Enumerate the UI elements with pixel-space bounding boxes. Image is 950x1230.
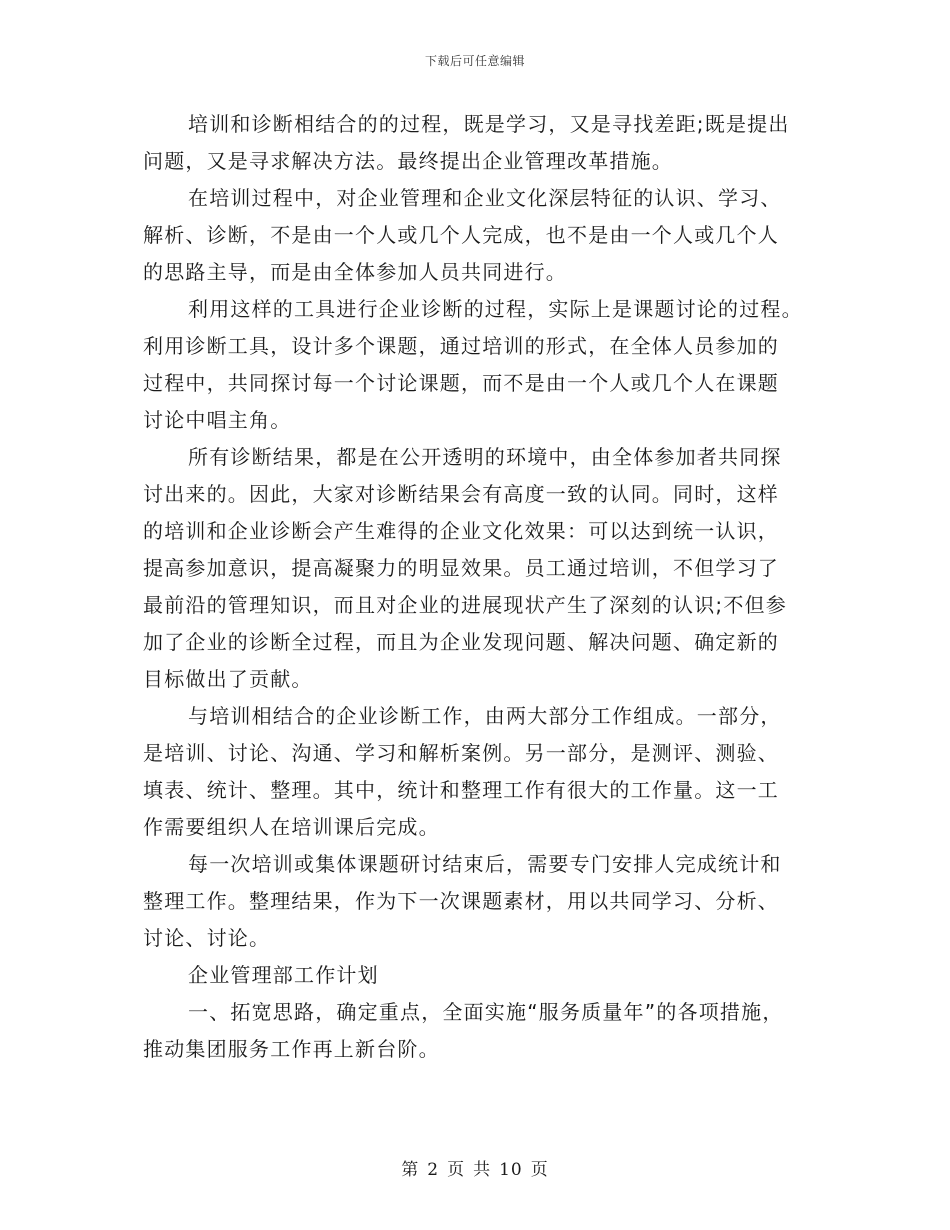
paragraph-line: 推动集团服务工作再上新台阶。: [143, 1037, 440, 1061]
paragraph-line: 最前沿的管理知识，而且对企业的进展现状产生了深刻的认识;不但参: [143, 593, 787, 617]
page-number-footer: [0, 1155, 950, 1180]
paragraph-line: 每一次培训或集体课题研讨结束后，需要专门安排人完成统计和: [188, 852, 782, 876]
paragraph: [143, 698, 823, 846]
paragraph-line: 讨出来的。因此，大家对诊断结果会有高度一致的认同。同时，这样: [143, 482, 779, 506]
paragraph: [143, 291, 823, 439]
paragraph-line: 的思路主导，而是由全体参加人员共同进行。: [143, 260, 567, 284]
paragraph-line: 利用这样的工具进行企业诊断的过程，实际上是课题讨论的过程。: [188, 297, 803, 321]
paragraph-line: 在培训过程中，对企业管理和企业文化深层特征的认识、学习、: [188, 186, 782, 210]
paragraph-line: 讨论中唱主角。: [143, 408, 292, 432]
paragraph: [143, 180, 823, 291]
paragraph-line: 讨论、讨论。: [143, 926, 271, 950]
paragraph-line: 的培训和企业诊断会产生难得的企业文化效果：可以达到统一认识，: [143, 519, 779, 543]
total-pages-number: 10: [499, 1160, 523, 1180]
paragraph-line: 作需要组织人在培训课后完成。: [143, 815, 440, 839]
paragraph: [143, 439, 823, 698]
total-word: 共: [473, 1160, 492, 1180]
paragraph-line: 过程中，共同探讨每一个讨论课题，而不是由一个人或几个人在课题: [143, 371, 779, 395]
paragraph-line: 填表、统计、整理。其中，统计和整理工作有很大的工作量。这一工: [143, 778, 779, 802]
paragraph-line: 目标做出了贡献。: [143, 667, 313, 691]
paragraph: [143, 106, 823, 180]
paragraph-line: 所有诊断结果，都是在公开透明的环境中，由全体参加者共同探: [188, 445, 782, 469]
paragraph: [143, 846, 823, 957]
paragraph-line: 提高参加意识，提高凝聚力的明显效果。员工通过培训，不但学习了: [143, 556, 779, 580]
page-suffix: 页: [530, 1160, 549, 1180]
page-header: 下载后可任意编辑: [424, 54, 525, 68]
paragraph-line: 问题，又是寻求解决方法。最终提出企业管理改革措施。: [143, 149, 673, 173]
paragraph: [143, 994, 823, 1068]
paragraph-line: 加了企业的诊断全过程，而且为企业发现问题、解决问题、确定新的: [143, 630, 779, 654]
paragraph-line: 利用诊断工具，设计多个课题，通过培训的形式，在全体人员参加的: [143, 334, 779, 358]
paragraph-line: 解析、诊断，不是由一个人或几个人完成，也不是由一个人或几个人: [143, 223, 779, 247]
page-word: 页: [447, 1160, 466, 1180]
paragraph-line: 企业管理部工作计划: [188, 963, 379, 987]
paragraph: [143, 957, 823, 994]
paragraph-line: 与培训相结合的企业诊断工作，由两大部分工作组成。一部分，: [188, 704, 782, 728]
paragraph-line: 培训和诊断相结合的的过程，既是学习，又是寻找差距;既是提出: [188, 112, 790, 136]
document-body: [143, 106, 823, 1068]
page-prefix: 第: [401, 1160, 420, 1180]
paragraph-line: 是培训、讨论、沟通、学习和解析案例。另一部分，是测评、测验、: [143, 741, 779, 765]
paragraph-line: 一、拓宽思路，确定重点，全面实施“服务质量年”的各项措施，: [188, 1000, 784, 1024]
current-page-number: 2: [427, 1160, 440, 1180]
paragraph-line: 整理工作。整理结果，作为下一次课题素材，用以共同学习、分析、: [143, 889, 779, 913]
